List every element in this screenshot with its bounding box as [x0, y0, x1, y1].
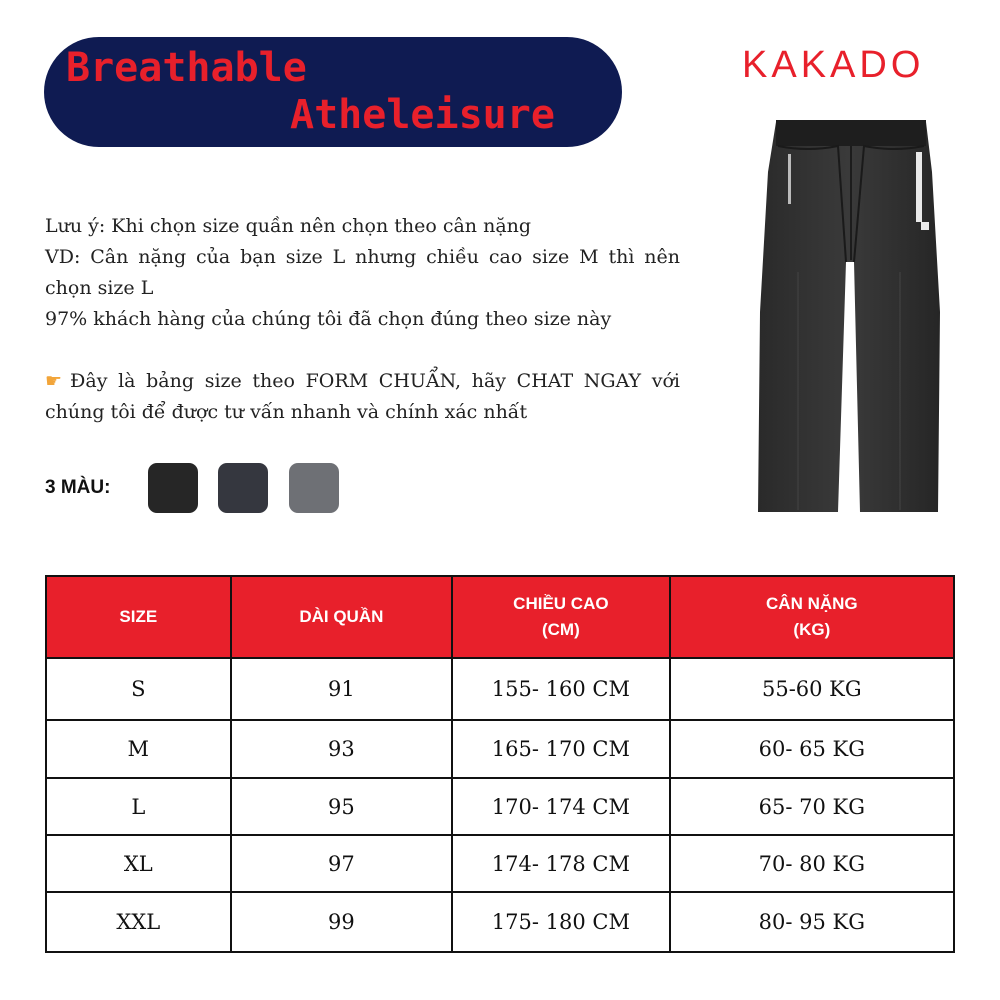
title-banner — [44, 37, 622, 147]
header-height-line1: CHIỀU CAO — [513, 594, 609, 613]
cell-height: 155- 160 CM — [452, 658, 670, 720]
header-weight-line1: CÂN NẶNG — [766, 594, 858, 613]
color-swatch-navy — [218, 463, 268, 513]
cell-size: M — [46, 720, 231, 778]
size-notes — [45, 211, 680, 428]
cell-size: S — [46, 658, 231, 720]
table-header-row — [46, 576, 954, 658]
color-swatch-gray — [289, 463, 339, 513]
size-table — [45, 575, 955, 953]
table-row — [46, 778, 954, 835]
cell-weight: 65- 70 KG — [670, 778, 954, 835]
header-height — [452, 576, 670, 658]
pants-product-image — [748, 112, 960, 520]
brand-logo: KAKADO — [742, 44, 925, 86]
cell-length: 91 — [231, 658, 453, 720]
header-height-line2: (CM) — [541, 620, 580, 639]
title-line-2: Atheleisure — [290, 92, 555, 138]
cell-length: 93 — [231, 720, 453, 778]
note-line-1: Lưu ý: Khi chọn size quần nên chọn theo cân nặng — [45, 215, 532, 237]
colors-label: 3 MÀU: — [45, 477, 111, 498]
table-row — [46, 658, 954, 720]
cell-height: 165- 170 CM — [452, 720, 670, 778]
cell-weight: 55-60 KG — [670, 658, 954, 720]
cell-size: XXL — [46, 892, 231, 952]
color-swatch-black — [148, 463, 198, 513]
cell-height: 170- 174 CM — [452, 778, 670, 835]
cell-size: XL — [46, 835, 231, 892]
title-line-1: Breathable — [66, 45, 307, 91]
cell-weight: 70- 80 KG — [670, 835, 954, 892]
cell-length: 99 — [231, 892, 453, 952]
cell-height: 175- 180 CM — [452, 892, 670, 952]
header-weight-line2: (KG) — [793, 620, 831, 639]
table-row — [46, 835, 954, 892]
note-line-3: 97% khách hàng của chúng tôi đã chọn đúng theo size này — [45, 308, 612, 330]
header-size: SIZE — [46, 576, 231, 658]
cell-size: L — [46, 778, 231, 835]
cell-length: 95 — [231, 778, 453, 835]
cell-weight: 60- 65 KG — [670, 720, 954, 778]
note-cta — [45, 366, 680, 428]
table-row — [46, 720, 954, 778]
note-line-2: VD: Cân nặng của bạn size L nhưng chiều cao size M thì nên chọn size L — [45, 246, 680, 299]
header-weight — [670, 576, 954, 658]
header-length: DÀI QUẦN — [231, 576, 453, 658]
cell-weight: 80- 95 KG — [670, 892, 954, 952]
table-row — [46, 892, 954, 952]
pointing-hand-icon: ☛ — [45, 370, 63, 392]
cell-length: 97 — [231, 835, 453, 892]
note-cta-text: Đây là bảng size theo FORM CHUẨN, hãy CHAT NGAY với chúng tôi để được tư vấn nhanh và chính xác nhất — [45, 370, 680, 423]
cell-height: 174- 178 CM — [452, 835, 670, 892]
